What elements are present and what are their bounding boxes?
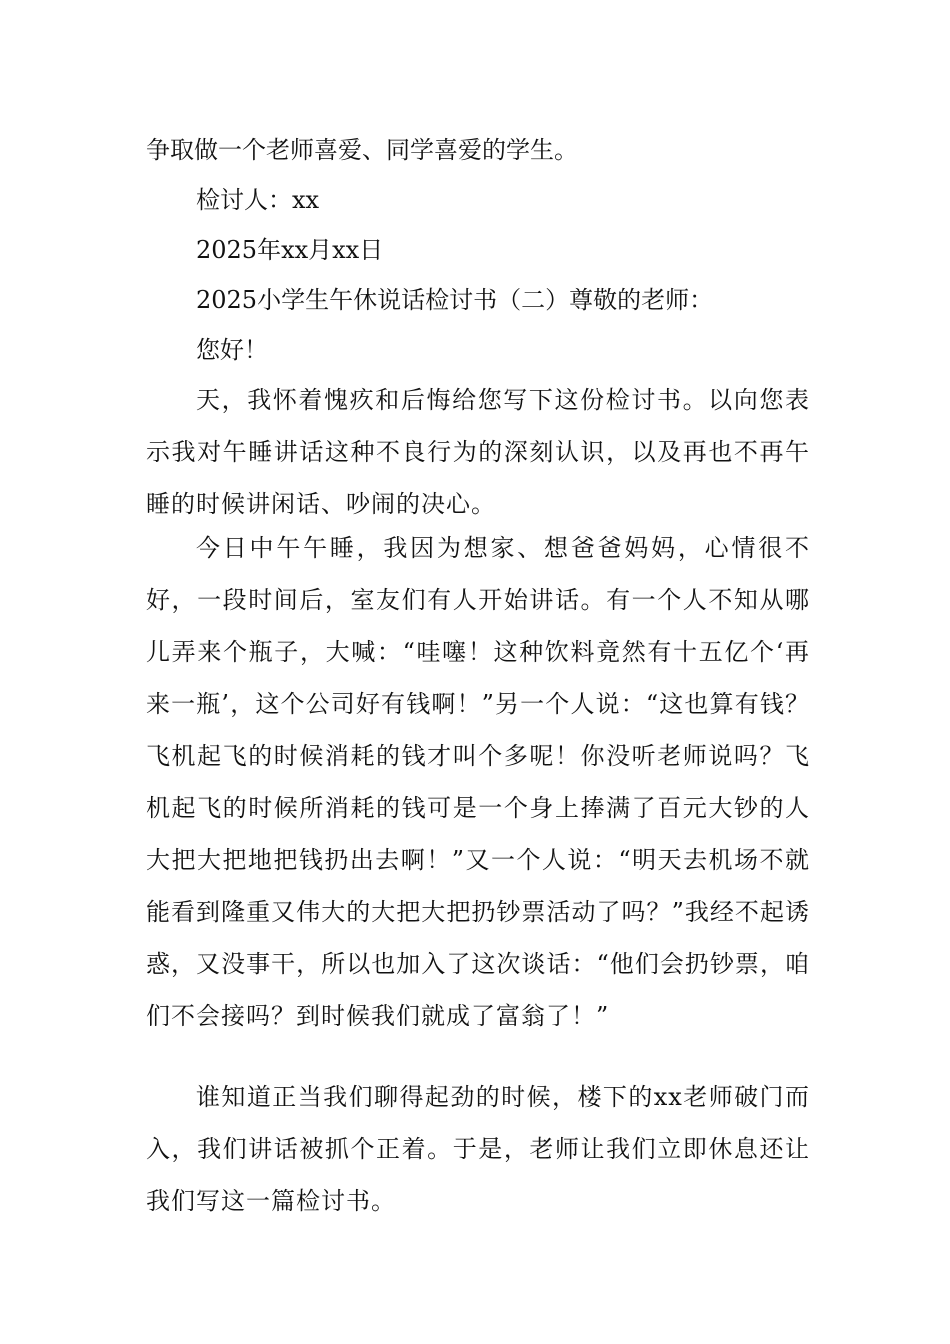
- document-title: 2025小学生午休说话检讨书（二）尊敬的老师：: [196, 286, 714, 314]
- greeting: 您好！: [196, 336, 268, 364]
- paragraph-2: 今日中午午睡，我因为想家、想爸爸妈妈，心情很不好，一段时间后，室友们有人开始讲话。有一个人不知从哪儿弄来个瓶子，大喊：“哇噻！这种饮料竟然有十五亿个‘再来一瓶’，这个公司好有钱啊！”另一个人说：“这也算有钱？飞机起飞的时候消耗的钱才叫个多呢！你没听老师说吗？飞机起飞的时候所消耗的钱可是一个身上捧满了百元大钞的人大把大把地把钱扔出去啊！”又一个人说：“明天去机场不就能看到隆重又伟大的大把大把扔钞票活动了吗？”我经不起诱惑，又没事干，所以也加入了这次谈话：“他们会扔钞票，咱们不会接吗？到时候我们就成了富翁了！”: [146, 534, 810, 1030]
- paragraph-1: 天，我怀着愧疚和后悔给您写下这份检讨书。以向您表示我对午睡讲话这种不良行为的深刻认识，以及再也不再午睡的时候讲闲话、吵闹的决心。: [146, 386, 810, 518]
- signature-label: 检讨人：xx: [196, 186, 320, 214]
- continuation-line: 争取做一个老师喜爱、同学喜爱的学生。: [146, 136, 578, 164]
- date-line: 2025年xx月xx日: [196, 236, 384, 264]
- paragraph-3: 谁知道正当我们聊得起劲的时候，楼下的xx老师破门而入，我们讲话被抓个正着。于是，老师让我们立即休息还让我们写这一篇检讨书。: [146, 1083, 810, 1215]
